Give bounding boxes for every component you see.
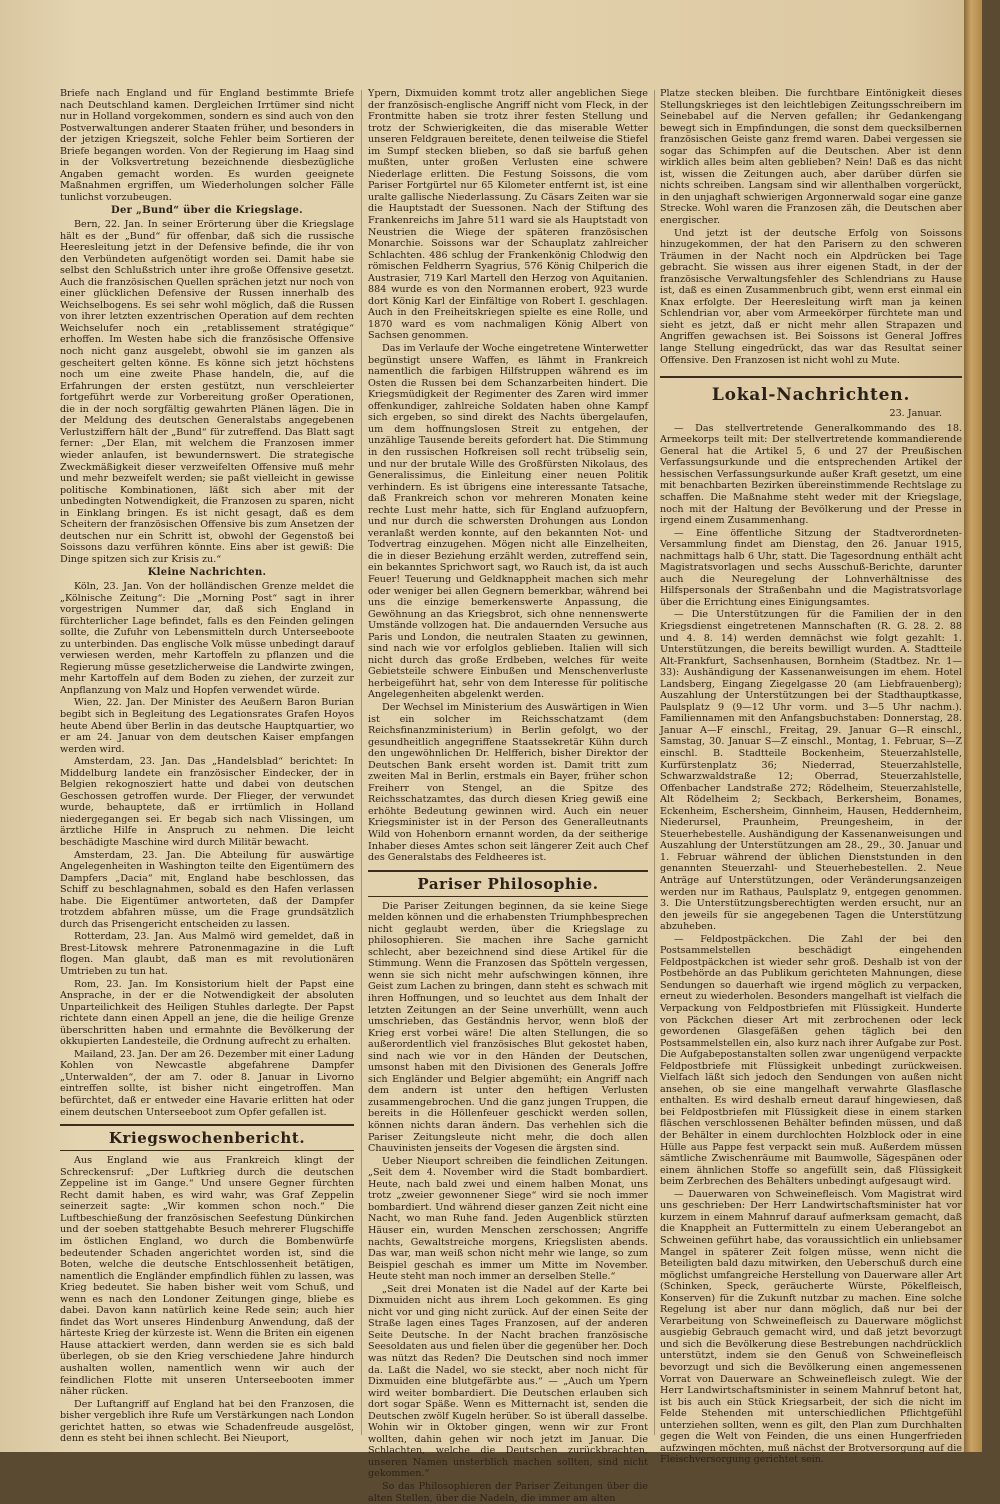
article-paragraph: Und jetzt ist der deutsche Erfolg von Soissons hinzugekommen, der hat den Parisern zu den schweren Träumen in der Nacht noch ein Alpdrücken bei Tage gebracht. Sie wissen aus ihrer eigenen Stadt, in der der französische Verwaltungsfehler des Schlendrians zu Hause ist, daß es einen Zusammenbruch gibt, wenn erst einmal ein Knax erfolgte. Der Heeresleitung wirft man ja keinen Schlendrian vor, aber vom Armeekörper fürchtete man und sieht es jetzt, daß er nicht mehr allen Strapazen und Angriffen gewachsen ist. Bei Soissons ist General Joffres lange Stellung eingedrückt, das war das Resultat seiner Offensive. Den Franzosen ist nicht wohl zu Mute. — [660, 227, 962, 366]
article-paragraph: Köln, 23. Jan. Von der holländischen Grenze meldet die „Kölnische Zeitung“: Die „Morning Post“ sagt in ihrer vorgestrigen Nummer dar, daß sich England in fürchterlicher Lage befindet, falls es den Feinden gelingen sollte, die Zufuhr von Lebensmitteln durch Unterseeboote zu unterbinden. Das englische Volk müsse unbedingt darauf verwiesen werden, mehr Kartoffeln zu pflanzen und die Regierung müsse gesetzlicherweise die Landwirte zwingen, mehr Kartoffeln auf dem Boden zu ziehen, der zurzeit zur Anpflanzung von Malz und Hopfen verwendet würde. — [60, 580, 354, 696]
article-paragraph: Rom, 23. Jan. Im Konsistorium hielt der Papst eine Ansprache, in der er die Notwendigkeit der absoluten Unparteilichkeit des Heiligen Stuhles darlegte. Der Papst richtete dann einen Appell an jene, die die heilige Grenze überschritten haben und ermahnte die Bevölkerung der okkupierten Landesteile, die Ordnung aufrecht zu erhalten. — [60, 978, 354, 1048]
section-date: 23. Januar. — [889, 408, 942, 420]
article-paragraph: — Eine öffentliche Sitzung der Stadtverordneten-Versammlung findet am Dienstag, den 26. Januar 1915, nachmittags halb 6 Uhr, statt. Die Tagesordnung enthält acht Magistratsvorlagen und sechs Ausschuß-Berichte, darunter auch die Neuregelung der Lohnverhältnisse des Hilfspersonals der Straßenbahn und die Magistratsvorlage über die Errichtung eines Einigungsamtes. — [660, 527, 962, 608]
article-paragraph: So das Philosophieren der Pariser Zeitungen über die alten Stellen, über die Nadeln, die immer am alten — [368, 1480, 648, 1504]
article-paragraph: Amsterdam, 23. Jan. Das „Handelsblad“ berichtet: In Middelburg landete ein französischer Eindecker, der in Belgien rekognosziert hatte und dabei von deutschen Geschossen getroffen wurde. Der Flieger, der verwundet wurde, behauptete, daß er irrtümlich in Holland niedergegangen sei. Er begab sich nach Vlissingen, um ärztliche Hilfe in Anspruch zu nehmen. Die leicht beschädigte Maschine wird durch Militär bewacht. — [60, 756, 354, 848]
article-paragraph: Das im Verlaufe der Woche eingetretene Winterwetter begünstigt unsere Waffen, es lähmt in Frankreich namentlich die farbigen Hilfstruppen während es im Osten die Russen bei dem Schanzarbeiten hindert. Die Kriegsmüdigkeit der Regimenter des Zaren wird immer offenkundiger, zahlreiche Soldaten haben ohne Kampf sich ergeben, so sind direkt des Nachts übergelaufen, um dem hoffnungslosen Streit zu entgehen, der unzählige Tausende bereits gefordert hat. Die Stimmung in den russischen Hofkreisen soll recht trübselig sein, und nur der brutale Wille des Großfürsten Nikolaus, des Generalissimus, die Einleitung einer neuen Politik verhindern. Es ist übrigens eine interessante Tatsache, daß Frankreich schon vor mehreren Monaten keine rechte Lust mehr hatte, sich für England aufzuopfern, und nur durch die schwersten Drohungen aus London veranlaßt werden konnte, auf den bekannten Not- und Todvertrag einzugehen. Mögen nicht alle Einzelheiten, die in dieser Beziehung erzählt werden, zutreffend sein, ein bekanntes Sprichwort sagt, wo Rauch ist, da ist auch Feuer! Teuerung und Geldknappheit machen sich mehr oder weniger bei allen Gegnern bemerkbar, während bei uns die einzige bemerkenswerte Anpassung, die Gewöhnung an das Kriegsbrot, sich ohne nennenswerte Umstände vollzogen hat. Die andauernden Versuche aus Paris und London, die neutralen Staaten zu gewinnen, sind nach wie vor erfolglos geblieben. Italien will sich nicht durch das große Erdbeben, welches für weite Gebietsteile schwere Einbußen und Menschenverluste herbeigeführt hat, sehr von dem Interesse für politische Angelegenheiten abgelenkt werden. — [368, 343, 648, 701]
article-paragraph: Der Wechsel im Ministerium des Auswärtigen in Wien ist ein solcher im Reichsschatzamt (dem Reichsfinanzministerium) in Berlin gefolgt, wo der gesundheitlich angegriffene Staatssekretär Kühn durch den ungewöhnlichen Dr. Helfferich, bisher Direktor der Deutschen Bank erseht worden ist. Damit tritt zum zweiten Mal in Berlin, erstmals ein Bayer, früher schon Freiherr von Stengel, an die Spitze des Reichsschatzamtes, das durch diesen Krieg gewiß eine erhöhte Bedeutung gewinnen wird. Auch ein neuer Kriegsminister ist in der Person des Generalleutnants Wild von Hohenborn ernannt worden, da der seitherige Inhaber dieses Amtes schon seit längerer Zeit auch Chef des Generalstabs des Feldheeres ist. — [368, 701, 648, 864]
article-paragraph: — Das stellvertretende Generalkommando des 18. Armeekorps teilt mit: Der stellvertretende kommandierende General hat die Artikel 5, 6 und 27 der Preußischen Verfassungsurkunde und die entsprechenden Artikel der hessischen Verfassungsurkunde außer Kraft gesetzt, um eine mit benachbarten Bezirken übereinstimmende Rechtslage zu schaffen. Die Maßnahme steht weder mit der Kriegslage, noch mit der Haltung der Bevölkerung und der Presse in irgend einem Zusammenhang. — [660, 422, 962, 527]
column-left — [60, 88, 354, 1445]
section-heading-pariser-philosophie: Pariser Philosophie. — [368, 870, 648, 897]
column-rule — [361, 90, 362, 1435]
article-paragraph: „Seit drei Monaten ist die Nadel auf der Karte bei Dixmuiden nicht aus ihrem Loch gekommen. Es ging nicht vor und ging nicht zurück. Auf der einen Seite der Straße lagen eines Tages Franzosen, auf der anderen Seite Deutsche. In der Nacht brachen französische Seesoldaten aus und fielen über die gegenüber her. Doch was nützt das Reden? Die Deutschen sind noch immer da. Laßt die Nadel, wo sie steckt, aber noch nicht für Dixmuiden eine blutgefärbte aus.“ — „Auch um Ypern wird weiter bombardiert. Die Deutschen erlauben sich dort sogar Späße. Wenn es Mitternacht ist, senden die Deutschen zwölf Kugeln herüber. So ist überall dasselbe. Wohin wir in Oktober gingen, wenn wir zur Front wollten, dahin gehen wir noch jetzt im Januar. Die Schlachten, welche die Deutschen zurückbrachten, unseren Namen unsterblich machen sollten, sind nicht gekommen.“ — [368, 1283, 648, 1480]
article-paragraph: Die Pariser Zeitungen beginnen, da sie keine Siege melden können und die erhabensten Triumphbesprechen nicht geglaubt werden, über die Kriegslage zu philosophieren. Sie machen ihre Sache garnicht schlecht, aber bezeichnend sind diese Artikel für die Stimmung. Wenn die Franzosen das Spötteln vergessen, wenn sie sich nicht mehr aufschwingen können, ihre Geist zum Lachen zu bringen, dann steht es schwach mit ihren Hoffnungen, und so leuchtet aus dem Inhalt der letzten Zeitungen an der Seine unverhüllt, wenn auch umschrieben, das Geständnis hervor, wenn bloß der Krieg erst vorbei wäre! Die alten Stellungen, die so außerordentlich viel französisches Blut gekostet haben, sind nach wie vor in den Händen der Deutschen, umsonst haben mit den Divisionen des Generals Joffre sich Engländer und Belgier abgemüht; ein Angriff nach dem andern ist unter den heftigen Verlusten zusammengebrochen. Und die ganz jungen Truppen, die bereits in die Höllenfeuer geschickt werden sollen, können nichts daran ändern. Das verhehlen sich die Pariser Zeitungsleute nicht mehr, die doch allen Chauvinisten jenseits der Vogesen die ärgsten sind. — [368, 900, 648, 1155]
article-paragraph: Mailand, 23. Jan. Der am 26. Dezember mit einer Ladung Kohlen von Newcastle abgefahrene Dampfer „Unterwalden“, der am 7. oder 8. Januar in Livorno eintreffen sollte, ist bisher nicht eingetroffen. Man befürchtet, daß er entweder eine Havarie erlitten hat oder einem deutschen Unterseeboot zum Opfer gefallen ist. — [60, 1048, 354, 1118]
section-heading-kleine-nachrichten: Kleine Nachrichten. — [147, 567, 267, 579]
section-heading-bund: Der „Bund“ über die Kriegslage. — [111, 205, 303, 217]
article-paragraph: — Feldpostpäckchen. Die Zahl der bei den Postsammelstellen beschädigt eingehenden Feldpostpäckchen ist wieder sehr groß. Deshalb ist von der Postbehörde an das Publikum gerichteten Mahnungen, diese Sendungen so dauerhaft wie irgend möglich zu verpacken, erneut zu wiederholen. Besonders mangelhaft ist vielfach die Verpackung von Feldpostbriefen mit Flüssigkeit. Hunderte von Päckchen dieser Art mit zerbrochenen oder leck gewordenen Glasgefäßen gehen täglich bei den Postsammelstellen ein, also kurz nach ihrer Aufgabe zur Post. Die Aufgabepostanstalten sollen zwar ungenügend verpackte Feldpostbriefe mit Flüssigkeit unbedingt zurückweisen. Vielfach läßt sich jedoch den Sendungen von außen nicht ansehen, ob sie eine mangelhaft verwahrte Glasflasche enthalten. Es wird deshalb erneut darauf hingewiesen, daß bei Feldpostbriefen mit Flüssigkeit diese in einem starken fläschen verschlossenen Behälter befinden müssen, und daß der Behälter in einem durchlochten Holzblock oder in eine Hülle aus Pappe fest verpackt sein muß. Außerdem müssen sämtliche Zwischenräume mit Baumwolle, Sägespänen oder einem ähnlichen Stoffe so angefüllt sein, daß Flüssigkeit beim Zerbrechen des Behälters unbedingt aufgesaugt wird. — [660, 933, 962, 1188]
column-rule — [654, 90, 655, 1435]
article-paragraph: — Die Unterstützungen für die Familien der in den Kriegsdienst eingetretenen Mannschaften (R. G. 28. 2. 88 und 4. 8. 14) werden demnächst wie folgt gezahlt: 1. Unterstützungen, die bereits bewilligt wurden. A. Stadtteile Alt-Frankfurt, Sachsenhausen, Bornheim (Stadtbez. Nr. 1—33): Aushändigung der Kassenanweisungen im ehem. Hotel Landsberg, Eingang Ziegelgasse 20 (am Liebfrauenberg); Auszahlung der Unterstützungen bei der Stadthauptkasse, Paulsplatz 9 (9—12 Uhr vorm. und 3—5 Uhr nachm.). Familiennamen mit den Anfangsbuchstaben: Donnerstag, 28. Januar A—F einschl., Freitag, 29. Januar G—R einschl., Samstag, 30. Januar S—Z einschl., Montag, 1. Februar, S—Z einschl. B. Stadtteile Bockenheim, Steuerzahlstelle, Kurfürstenplatz 36; Niederrad, Steuerzahlstelle, Schwarzwaldstraße 12; Oberrad, Steuerzahlstelle, Offenbacher Landstraße 272; Rödelheim, Steuerzahlstelle, Alt Rödelheim 2; Seckbach, Berkersheim, Bonames, Eckenheim, Eschersheim, Ginnheim, Hausen, Heddernheim, Niederursel, Praunheim, Preungesheim, in der Steuerhebestelle. Aushändigung der Kassenanweisungen und Auszahlung der Unterstützungen am 28., 29., 30. Januar und 1. Februar während der üblichen Dienststunden in den genannten Steuerzahl- und Steuerhebestellen. 2. Neue Anträge auf Unterstützungen, oder Veränderungsanzeigen werden nur im Rathaus, Paulsplatz 9, entgegen genommen. 3. Die Unterstützungsberechtigten werden ersucht, nur an den jeweils für sie angegebenen Tagen die Unterstützung abzuheben. — [660, 609, 962, 933]
column-middle — [368, 88, 648, 1504]
article-paragraph: Wien, 22. Jan. Der Minister des Aeußern Baron Burian begibt sich in Begleitung des Legationsrates Grafen Hoyos heute Abend über Berlin in das deutsche Hauptquartier, wo er am 24. Januar von dem deutschen Kaiser empfangen werden wird. — [60, 697, 354, 755]
section-heading-kriegswochenbericht: Kriegswochenbericht. — [60, 1124, 354, 1151]
article-paragraph: Der Luftangriff auf England hat bei den Franzosen, die bisher vergeblich ihre Rufe um Verstärkungen nach London gerichtet hatten, so etwas wie Schadenfreude ausgelöst, denn es steht bei ihnen schlecht. Bei Nieuport, — [60, 1398, 354, 1445]
column-right — [660, 88, 962, 1466]
section-heading-lokal-nachrichten: Lokal-Nachrichten. — [660, 376, 962, 406]
binding-edge — [964, 0, 982, 1452]
article-paragraph: Platze stecken bleiben. Die furchtbare Eintönigkeit dieses Stellungskrieges ist den leichtlebigen Zeitungsschreibern im Seinebabel auf die Nerven gefallen; ihr Gedankengang bewegt sich in Empfindungen, die sonst dem quecksilbernen französischen Geiste ganz fremd waren. Dabei vergessen sie sogar das Schimpfen auf die Deutschen. Aber ist denn wirklich alles beim alten geblieben? Nein! Daß es das nicht ist, wissen die Zeitungen auch, aber darüber dürfen sie nichts schreiben. Langsam sind wir allenthalben vorgerückt, in den unjaghaft schwierigen Argonnerwald sogar eine ganze Strecke. Wohl waren die Franzosen zäh, die Deutschen aber energischer. — [660, 88, 962, 227]
article-paragraph: Briefe nach England und für England bestimmte Briefe nach Deutschland kamen. Dergleichen Irrtümer sind nicht nur in Holland vorgekommen, sondern es sind auch von den Postverwaltungen anderer Staaten früher, und besonders in der jetzigen Kriegszeit, solche Fehler beim Sortieren der Briefe begangen worden. Von der Regierung im Haag sind in der Volksvertretung bezeichnende diesbezügliche Angaben gemacht worden. Es wurden geeignete Maßnahmen ergriffen, um Wiederholungen solcher Fälle tunlichst vorzubeugen. — [60, 88, 354, 203]
article-paragraph: Ypern, Dixmuiden kommt trotz aller angeblichen Siege der französisch-englische Angriff nicht vom Fleck, in der Frontmitte haben sie trotz ihrer festen Stellung und trotz der Schwierigkeiten, die das miserable Wetter unseren Feldgrauen bereitete, denen teilweise die Stiefel im Sumpf stecken blieben, so daß sie barfuß gehen mußten, unter großen Verlusten eine schwere Niederlage erlitten. Die Festung Soissons, die vom Pariser Fortgürtel nur 65 Kilometer entfernt ist, ist eine uralte gallische Niederlassung. Zu Cäsars Zeiten war sie die Hauptstadt der Suessonen. Nach der Stiftung des Frankenreichs im Jahre 511 ward sie als Hauptstadt von Neustrien die Wiege der späteren französischen Monarchie. Soissons war der Schauplatz zahlreicher Schlachten. 486 schlug der Frankenkönig Chlodwig den römischen Feldherrn Syagrius, 576 König Chilperich die Austrasier, 719 Karl Martell den Herzog von Aquitanien. 884 wurde es von den Normannen erobert, 923 wurde dort König Karl der Einfältige von Robert I. geschlagen. Auch in den Freiheitskriegen spielte es eine Rolle, und 1870 ward es vom nachmaligen König Albert von Sachsen genommen. — [368, 88, 648, 342]
article-paragraph: — Dauerwaren von Schweinefleisch. Vom Magistrat wird uns geschrieben: Der Herr Landwirtschaftsminister hat vor kurzem in einem Mahnruf darauf aufmerksam gemacht, daß die Knappheit an Futtermitteln zu einem Ueberangebot an Schweinen geführt habe, das voraussichtlich ein unliebsamer Mangel in späterer Zeit folgen müsse, wenn nicht die Beteiligten bald dazu mitwirken, den Ueberschuß durch eine möglichst umfangreiche Herstellung von Dauerware aller Art (Schinken, Speck, geräucherte Würste, Pökelfleisch, Konserven) für die Zukunft nutzbar zu machen. Eine solche Regelung ist aber nur dann möglich, daß nur bei der Verarbeitung von Schweinefleisch zu Dauerware möglichst ausgiebig Gebrauch gemacht wird, und daß jetzt bevorzugt und sich die Bevölkerung diese Bestrebungen nachdrücklich unterstützt, indem sie den Genuß von Schweinefleisch bevorzugt und sich die Bevölkerung einen angemessenen Vorrat von Dauerware an Schweinefleisch zulegt. Wie der Herr Landwirtschaftsminister in seinem Mahnruf betont hat, ist bis auch ein Stück Kriegsarbeit, der sich die nicht im Felde Stehenden mit unterschiedlichen Pflichtgefühl unterziehen sollten, wenn es gilt, den Plan zum Durchhalten gegen die Welt von Feinden, die uns einen Hungerfrieden aufzwingen möchten, muß nächst der Brotversorgung auf die Fleischversorgung gerichtet sein. — [660, 1188, 962, 1466]
article-paragraph: Ueber Nieuport schreiben die feindlichen Zeitungen. „Seit dem 4. November wird die Stadt bombardiert. Heute, nach bald zwei und einem halben Monat, uns trotz „zweier gewonnener Siege“ wird sie noch immer bombardiert. Und während dieser ganzen Zeit nicht eine Nacht, wo man Ruhe fand. Jeden Augenblick stürzten Häuser ein, wurden Menschen zerschossen; Angriffe nachts, Gewaltstreiche morgens, Kriegslisten abends. Das war, man weiß schon nicht mehr wie lange, so zum Beispiel geschah es immer um Mitte im November. Heute steht man noch immer an derselben Stelle.“ — [368, 1155, 648, 1283]
article-paragraph: Aus England wie aus Frankreich klingt der Schreckensruf: „Der Luftkrieg durch die deutschen Zeppeline ist im Gange.“ Und unsere Gegner fürchten Recht damit haben, es wird wahr, was Graf Zeppelin seinerzeit sagte: „Wir kommen schon noch.“ Die Luftbeschießung der französischen Seefestung Dünkirchen und der soeben stattgehabte Besuch mehrerer Flugschiffe im östlichen England, wo durch die Bombenwürfe bedeutender Schaden angerichtet worden ist, sind die Boten, welche die deutsche Entschlossenheit betätigen, namentlich die Engländer empfindlich fühlen zu lassen, was Krieg bedeutet. Sie haben bisher weit vom Schuß, und wenn es nach den Londoner Zeitungen ginge, bliebe es dabei. Davon kann natürlich keine Rede sein; auch hier findet das Wort unseres Hindenburg Anwendung, daß der härteste Krieg der kürzeste ist. Wenn die Briten ein eigenen Hause attackiert werden, dann werden sie es sich bald überlegen, ob sie den Krieg verschiedene Jahre hindurch aushalten wollen, namentlich wenn wir auch der feindlichen Flotte mit unseren Unterseebooten immer näher rücken. — [60, 1155, 354, 1398]
article-paragraph: Bern, 22. Jan. In seiner Erörterung über die Kriegslage hält es der „Bund“ für offenbar, daß sich die russische Heeresleitung jetzt in der Defensive befinde, die ihr von den Verbündeten aufgenötigt worden sei. Damit habe sie selbst den Schlußstrich unter ihre große Offensive gesetzt. Auch die französischen Quellen sprächen jetzt nur noch von einer glücklichen Defensive der Russen innerhalb des Weichselbogens. Es sei sehr wohl möglich, daß die Russen von ihrer letzten exzentrischen Operation auf dem rechten Weichselufer noch ein „retablissement stratégique“ erhoffen. Im Westen habe sich die französische Offensive noch nicht ganz ausgelebt, obwohl sie im ganzen als gescheitert gelten könne. Es könne sich jetzt höchstens noch um eine zweite Phase handeln, die, auf die Erfahrungen der ersten gestützt, nun verschleierter fortgeführt werde zur Vorbereitung großer Operationen, die in der noch sorgfältig gewahrten Plänen lägen. Die in der Meldung des deutschen Generalstabs angegebenen Verlustziffern hält der „Bund“ für zutreffend. Das Blatt sagt ferner: „Der Elan, mit welchem die Franzosen immer wieder anlaufen, ist bewundernswert. Die strategische Zweckmäßigkeit dieser verzweifelten Offensive muß mehr und mehr bezweifelt werden; sie paßt vielleicht in gewisse politische Kombinationen, läßt sich aber mit der unbedingten Notwendigkeit, die Franzosen zu sparen, nicht in Einklang bringen. Es ist nicht gesagt, daß es dem Scheitern der französischen Offensive bis zum Ansetzen der deutschen nur ein Schritt ist, obwohl der Gegenstoß bei Soissons dazu verführen könnte. Eins aber ist gewiß: Die Dinge spitzen sich zur Krisis zu.“ — [60, 219, 354, 565]
article-paragraph: Amsterdam, 23. Jan. Die Abteilung für auswärtige Angelegenheiten in Washington teilte den Eigentümern des Dampfers „Dacia“ mit, England habe beschlossen, das Schiff zu beschlagnahmen, sobald es den Hafen verlassen habe. Die Eigentümer antworteten, daß der Dampfer trotzdem abfahren müsse, um die Frage grundsätzlich durch das Prisengericht entscheiden zu lassen. — [60, 849, 354, 930]
article-paragraph: Rotterdam, 23. Jan. Aus Malmö wird gemeldet, daß in Brest-Litowsk mehrere Patronenmagazine in die Luft flogen. Man glaubt, daß man es mit revolutionären Umtrieben zu tun hat. — [60, 931, 354, 978]
